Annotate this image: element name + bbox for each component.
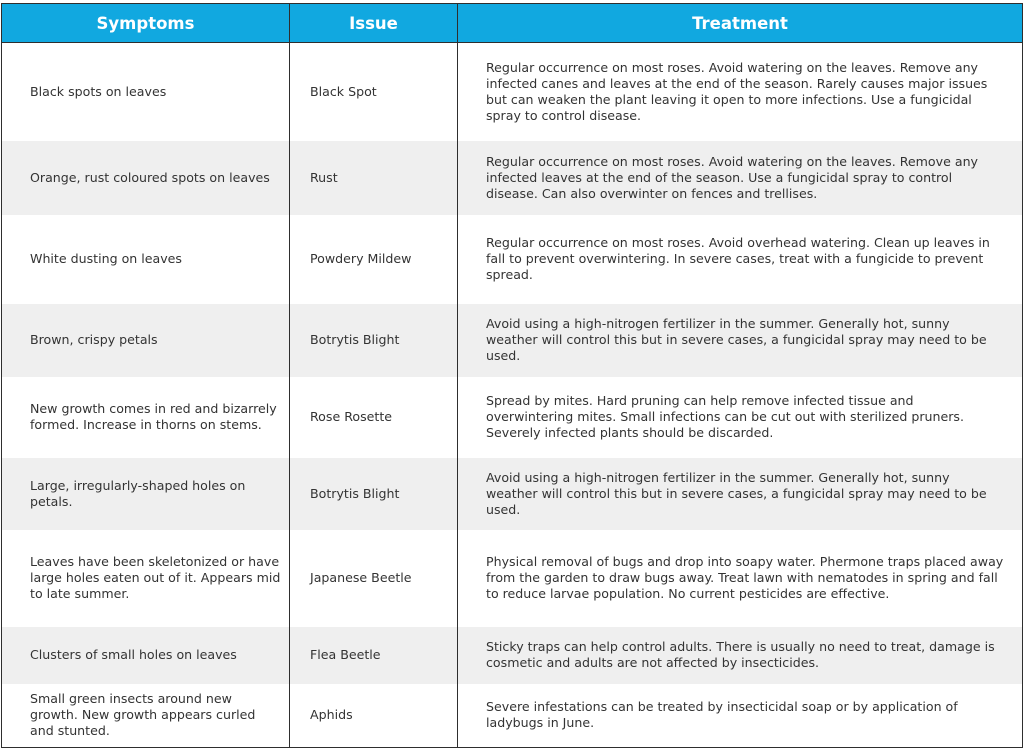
issue-cell: Flea Beetle (290, 627, 458, 684)
symptoms-cell: Small green insects around new growth. New growth appears curled and stunted. (2, 684, 290, 748)
symptoms-cell: New growth comes in red and bizarrely formed. Increase in thorns on stems. (2, 377, 290, 458)
table-row (2, 215, 1023, 304)
issue-cell: Black Spot (290, 43, 458, 141)
table-row (2, 43, 1023, 141)
treatment-cell: Regular occurrence on most roses. Avoid watering on the leaves. Remove any infected leaves at the end of the season. Use a fungicidal spray to control disease. Can also overwinter on fences and trellises. (458, 141, 1023, 215)
table-row (2, 141, 1023, 215)
table-row (2, 458, 1023, 530)
symptoms-cell: White dusting on leaves (2, 215, 290, 304)
issue-cell: Powdery Mildew (290, 215, 458, 304)
table-row (2, 304, 1023, 377)
rose-problems-table (1, 3, 1023, 748)
issue-cell: Botrytis Blight (290, 304, 458, 377)
table-row (2, 530, 1023, 627)
issue-cell: Rust (290, 141, 458, 215)
symptoms-cell: Black spots on leaves (2, 43, 290, 141)
treatment-cell: Spread by mites. Hard pruning can help remove infected tissue and overwintering mites. Small infections can be cut out with sterilized pruners. Severely infected plants should be discarded. (458, 377, 1023, 458)
header-issue: Issue (290, 4, 458, 43)
treatment-cell: Severe infestations can be treated by insecticidal soap or by application of ladybugs in June. (458, 684, 1023, 748)
treatment-cell: Physical removal of bugs and drop into soapy water. Phermone traps placed away from the garden to draw bugs away. Treat lawn with nematodes in spring and fall to reduce larvae population. No current pesticides are effective. (458, 530, 1023, 627)
symptoms-cell: Brown, crispy petals (2, 304, 290, 377)
treatment-cell: Regular occurrence on most roses. Avoid overhead watering. Clean up leaves in fall to prevent overwintering. In severe cases, treat with a fungicide to prevent spread. (458, 215, 1023, 304)
table-row (2, 684, 1023, 748)
header-treatment: Treatment (458, 4, 1023, 43)
issue-cell: Japanese Beetle (290, 530, 458, 627)
header-row (2, 4, 1023, 43)
symptoms-cell: Orange, rust coloured spots on leaves (2, 141, 290, 215)
treatment-cell: Avoid using a high-nitrogen fertilizer in the summer. Generally hot, sunny weather will control this but in severe cases, a fungicidal spray may need to be used. (458, 458, 1023, 530)
table-row (2, 627, 1023, 684)
symptoms-cell: Clusters of small holes on leaves (2, 627, 290, 684)
issue-cell: Aphids (290, 684, 458, 748)
issue-cell: Botrytis Blight (290, 458, 458, 530)
symptoms-cell: Leaves have been skeletonized or have large holes eaten out of it. Appears mid to late summer. (2, 530, 290, 627)
table-row (2, 377, 1023, 458)
header-symptoms: Symptoms (2, 4, 290, 43)
symptoms-cell: Large, irregularly-shaped holes on petals. (2, 458, 290, 530)
issue-cell: Rose Rosette (290, 377, 458, 458)
treatment-cell: Sticky traps can help control adults. There is usually no need to treat, damage is cosmetic and adults are not affected by insecticides. (458, 627, 1023, 684)
treatment-cell: Avoid using a high-nitrogen fertilizer in the summer. Generally hot, sunny weather will control this but in severe cases, a fungicidal spray may need to be used. (458, 304, 1023, 377)
treatment-cell: Regular occurrence on most roses. Avoid watering on the leaves. Remove any infected canes and leaves at the end of the season. Rarely causes major issues but can weaken the plant leaving it open to more infections. Use a fungicidal spray to control disease. (458, 43, 1023, 141)
